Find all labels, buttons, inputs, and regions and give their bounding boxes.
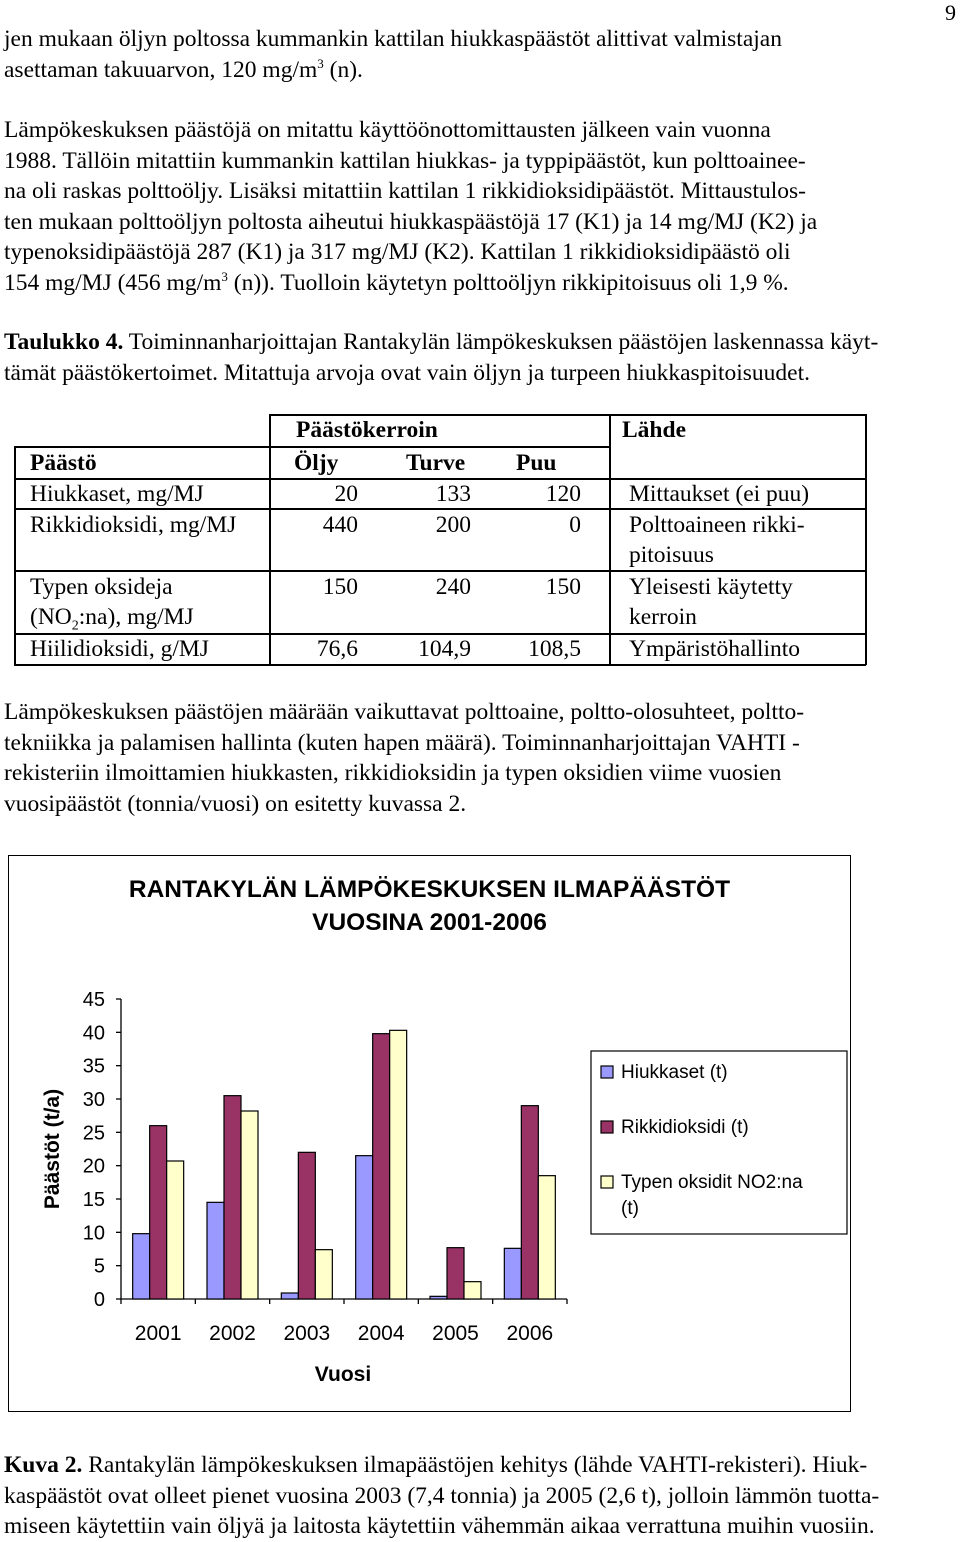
- bar: [133, 1234, 150, 1299]
- chart-subtitle: VUOSINA 2001-2006: [312, 909, 547, 936]
- emission-factor-table: [14, 414, 866, 666]
- bar: [356, 1156, 373, 1299]
- text-line: miseen käytettiin vain öljyä ja laitosta käytettiin vähemmän aikaa verrattuna muihin vuosiin.: [4, 1513, 875, 1539]
- text-line: tekniikka ja palamisen hallinta (kuten hapen määrä). Toiminnanharjoittajan VAHTI -: [4, 729, 800, 756]
- text-line: Rantakylän lämpökeskuksen ilmapäästöjen kehitys (lähde VAHTI-rekisteri). Hiuk-: [82, 1452, 868, 1478]
- x-tick-label: 2002: [209, 1322, 256, 1345]
- bar: [167, 1161, 184, 1299]
- row-name-cont: $(NO_2:na)$, mg/MJ: [30, 604, 194, 634]
- value-peat: 104,9: [418, 636, 471, 662]
- x-tick-label: 2004: [357, 1322, 405, 1345]
- paragraph-intro: [4, 24, 924, 85]
- superscript: 3: [221, 268, 228, 284]
- paragraph-emissions: [4, 697, 924, 819]
- paragraph-measurements: [4, 115, 924, 298]
- x-tick-label: 2003: [283, 1322, 331, 1345]
- value-peat: 240: [435, 574, 471, 600]
- table-line: [269, 414, 271, 665]
- bar: [430, 1296, 447, 1299]
- superscript: 3: [317, 55, 324, 71]
- text-line: jen mukaan öljyn poltossa kummankin kattilan hiukkaspäästöt alittivat valmistajan: [4, 26, 782, 52]
- bar: [281, 1293, 298, 1299]
- header-peat: Turve: [406, 450, 466, 476]
- legend-label: Typen oksidit NO2:na: [621, 1172, 803, 1193]
- y-tick-label: 5: [93, 1255, 105, 1278]
- bar: [315, 1250, 332, 1299]
- value-oil: 20: [334, 481, 358, 507]
- value-peat: 200: [435, 512, 471, 538]
- figure-caption-label: Kuva 2.: [4, 1452, 83, 1478]
- legend-swatch: [601, 1121, 613, 1133]
- table-line: [609, 414, 611, 665]
- row-name: Hiilidioksidi, g/MJ: [30, 636, 209, 662]
- bar: [150, 1126, 167, 1299]
- y-tick-label: 25: [82, 1122, 105, 1145]
- bar: [504, 1248, 521, 1299]
- value-source-cont: pitoisuus: [629, 542, 714, 568]
- row-name: Hiukkaset, mg/MJ: [30, 481, 204, 507]
- value-source-cont: kerroin: [629, 604, 697, 630]
- text-line: 154 mg/MJ (456 mg/m: [4, 269, 222, 296]
- legend-label: Hiukkaset (t): [621, 1062, 728, 1083]
- header-source: Lähde: [622, 417, 686, 443]
- bar: [373, 1034, 390, 1299]
- bar: [521, 1106, 538, 1299]
- legend-label: (t): [621, 1198, 639, 1219]
- value-oil: 440: [322, 512, 358, 538]
- x-tick-label: 2006: [506, 1322, 554, 1345]
- text-line: typenoksidipäästöjä 287 (K1) ja 317 mg/MJ (K2). Kattilan 1 rikkidioksidipäästö oli: [4, 239, 791, 265]
- table-line: [865, 414, 867, 665]
- figure-caption: [4, 1450, 944, 1542]
- value-oil: 150: [322, 574, 358, 600]
- value-source: Ympäristöhallinto: [629, 636, 801, 662]
- text-line: kaspäästöt ovat olleet pienet vuosina 2003 (7,4 tonnia) ja 2005 (2,6 t), jolloin lämmön tuotta-: [4, 1482, 880, 1509]
- text-line: tämät päästökertoimet. Mitattuja arvoja ovat vain öljyn ja turpeen hiukkaspitoisuudet.: [4, 359, 810, 386]
- text-line: (n).: [323, 56, 363, 83]
- value-wood: 0: [569, 512, 581, 538]
- y-tick-label: 45: [82, 989, 105, 1011]
- bar: [464, 1282, 481, 1299]
- value-wood: 150: [545, 574, 581, 600]
- bar: [298, 1152, 315, 1299]
- page-number: 9: [945, 0, 956, 25]
- bar: [207, 1202, 224, 1299]
- bar: [224, 1096, 241, 1299]
- y-tick-label: 40: [82, 1022, 105, 1045]
- x-axis-label: Vuosi: [314, 1363, 372, 1386]
- text-line: asettaman takuuarvon, 120 mg/m: [4, 56, 318, 83]
- row-name: Rikkidioksidi, mg/MJ: [30, 512, 237, 538]
- text-line: 1988. Tällöin mitattiin kummankin kattilan hiukkas- ja typpipäästöt, kun polttoainee-: [4, 147, 806, 174]
- bar: [390, 1030, 407, 1299]
- x-tick-label: 2001: [134, 1322, 182, 1345]
- text-line: (n)). Tuolloin käytetyn polttoöljyn rikkipitoisuus oli 1,9 %.: [227, 269, 789, 296]
- y-tick-label: 0: [93, 1289, 105, 1311]
- value-wood: 120: [545, 481, 581, 507]
- bar: [538, 1176, 555, 1299]
- value-source: Polttoaineen rikki-: [629, 512, 805, 538]
- text-line: Lämpökeskuksen päästöjen määrään vaikuttavat polttoaine, poltto-olosuhteet, poltto-: [4, 699, 805, 725]
- table-line: [14, 664, 866, 666]
- header-emission-factor: Päästökerroin: [296, 417, 438, 443]
- text-line: Lämpökeskuksen päästöjä on mitattu käyttöönottomittausten jälkeen vain vuonna: [4, 117, 771, 143]
- value-oil: 76,6: [316, 636, 358, 662]
- header-emission: Päästö: [30, 450, 97, 476]
- chart-plot: [9, 856, 852, 1413]
- text-line: ten mukaan polttoöljyn poltosta aiheutui hiukkaspäästöjä 17 (K1) ja 14 mg/MJ (K2) ja: [4, 208, 818, 235]
- y-tick-label: 30: [82, 1089, 105, 1111]
- bar: [447, 1248, 464, 1299]
- text-line: Toiminnanharjoittajan Rantakylän lämpökeskuksen päästöjen laskennassa käyt-: [123, 329, 879, 355]
- text-line: vuosipäästöt (tonnia/vuosi) on esitetty kuvassa 2.: [4, 790, 467, 817]
- table-caption-label: Taulukko 4.: [4, 329, 124, 355]
- x-tick-label: 2005: [432, 1322, 479, 1345]
- chart-title: RANTAKYLÄN LÄMPÖKESKUKSEN ILMAPÄÄSTÖT: [128, 876, 731, 903]
- bar: [241, 1111, 258, 1299]
- table-caption: [4, 327, 924, 388]
- y-tick-label: 20: [82, 1155, 105, 1178]
- y-tick-label: 15: [82, 1189, 105, 1211]
- y-tick-label: 35: [82, 1055, 105, 1078]
- header-oil: Öljy: [294, 450, 339, 476]
- emissions-chart: [8, 855, 851, 1412]
- text-line: rekisteriin ilmoittamien hiukkasten, rikkidioksidin ja typen oksidien viime vuosien: [4, 760, 782, 786]
- header-wood: Puu: [516, 450, 557, 476]
- value-source: Mittaukset (ei puu): [629, 481, 810, 507]
- legend-label: Rikkidioksidi (t): [621, 1117, 749, 1138]
- value-peat: 133: [435, 481, 471, 507]
- table-line: [14, 446, 16, 665]
- y-axis-label: Päästöt (t/a): [41, 1088, 64, 1210]
- value-source: Yleisesti käytetty: [629, 574, 793, 600]
- value-wood: 108,5: [528, 636, 581, 662]
- legend-swatch: [601, 1176, 613, 1188]
- row-name: Typen oksideja: [30, 574, 173, 600]
- y-tick-label: 10: [82, 1222, 105, 1245]
- legend-swatch: [601, 1066, 613, 1078]
- text-line: na oli raskas polttoöljy. Lisäksi mitattiin kattilan 1 rikkidioksidipäästöt. Mittaustulos-: [4, 178, 806, 204]
